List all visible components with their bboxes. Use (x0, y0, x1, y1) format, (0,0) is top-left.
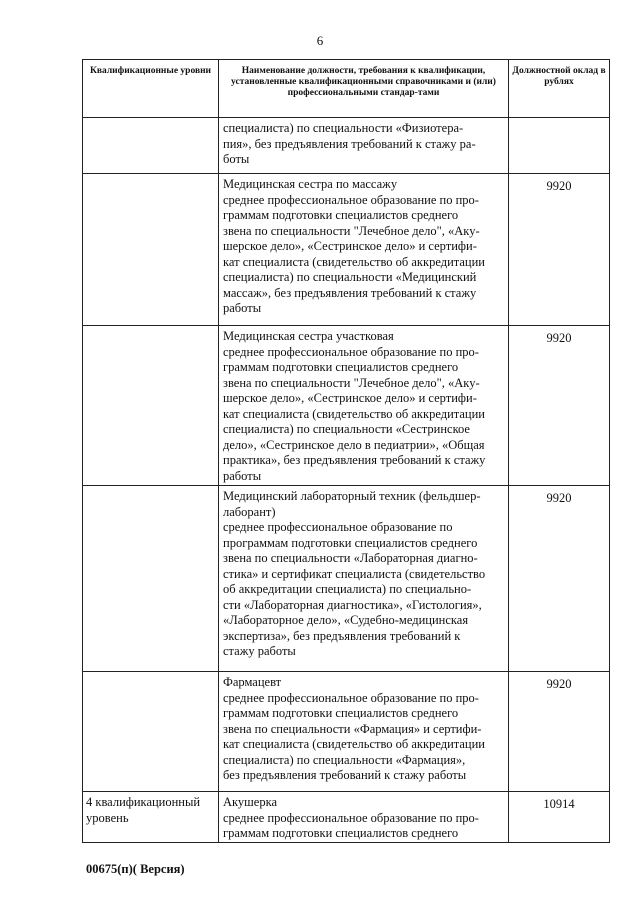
page-number: 6 (316, 33, 324, 48)
requirement-line: практика», без предъявления требований к стажу (223, 453, 486, 467)
requirement-line: без предъявления требований к стажу работы (223, 768, 467, 782)
requirement-line: дело», «Сестринское дело в педиатрии», «Общая (223, 437, 485, 452)
requirement-line: стажу работы (223, 644, 296, 658)
requirement-line: граммам подготовки специалистов среднего (223, 208, 459, 222)
requirement-line: кат специалиста (свидетельство об аккредитации (223, 737, 485, 751)
requirement-line: пия», без предъявления требований к стажу ра- (223, 136, 476, 151)
salary-cell (509, 174, 610, 326)
salary-cell (509, 326, 610, 486)
requirement-line: среднее профессиональное образование по про- (223, 192, 479, 207)
table-row (83, 672, 610, 792)
position-requirements-cell (219, 326, 509, 486)
requirement-line: кат специалиста (свидетельство об аккредитации (223, 254, 485, 269)
position-requirements-text (219, 118, 508, 168)
position-requirements-cell (219, 672, 509, 792)
requirement-line: Медицинский лабораторный техник (фельдшер- (223, 489, 481, 503)
salary-value: 9920 (546, 491, 572, 505)
qualification-level-text (83, 672, 218, 675)
salary-value: 9920 (546, 331, 572, 345)
requirement-line: среднее профессиональное образование по про- (223, 344, 479, 359)
header-salary: Должностной оклад в рублях (509, 60, 610, 118)
requirement-line: шерское дело», «Сестринское дело» и сертифи- (223, 391, 477, 405)
position-requirements-text (219, 174, 508, 317)
requirement-line: среднее профессиональное образование по про- (223, 690, 479, 705)
requirement-line: граммам подготовки специалистов среднего (223, 706, 459, 720)
salary-value: 9920 (546, 677, 572, 691)
requirement-line: лаборант) (223, 504, 276, 519)
qualification-level-cell (83, 118, 219, 174)
header-qualification-levels: Квалификационные уровни (83, 60, 219, 118)
salary-value: 9920 (546, 179, 572, 193)
requirement-line: Фармацевт (223, 675, 282, 689)
table-row (83, 486, 610, 672)
salary-cell (509, 792, 610, 843)
salary-value: 10914 (543, 797, 575, 811)
table-row (83, 792, 610, 843)
requirement-line: звена по специальности «Лабораторная диагно- (223, 551, 478, 565)
requirement-line: Акушерка (223, 795, 278, 809)
qualification-level-cell (83, 174, 219, 326)
qualification-table (82, 59, 610, 843)
position-requirements-cell (219, 174, 509, 326)
qualification-level-text (83, 118, 218, 121)
requirement-line: звена по специальности «Фармация» и сертифи- (223, 721, 482, 736)
requirement-line: специалиста) по специальности «Медицинский (223, 270, 477, 284)
requirement-line: звена по специальности "Лечебное дело", «Аку- (223, 375, 480, 390)
requirement-line: программам подготовки специалистов среднего (223, 535, 478, 550)
requirement-line: специалиста) по специальности «Фармация», (223, 752, 466, 767)
requirement-line: специалиста) по специальности «Физиотера- (223, 121, 464, 135)
position-requirements-cell (219, 118, 509, 174)
qualification-level-text (83, 174, 218, 177)
salary-cell (509, 672, 610, 792)
requirement-line: боты (223, 152, 250, 166)
table-row (83, 118, 610, 174)
position-requirements-cell (219, 792, 509, 843)
salary-value (509, 118, 609, 123)
qualification-level-text (83, 486, 218, 489)
requirement-line: звена по специальности "Лечебное дело", «Аку- (223, 223, 480, 238)
position-requirements-text (219, 672, 508, 784)
requirement-line: сти «Лабораторная диагностика», «Гистология», (223, 597, 482, 612)
requirement-line: Медицинская сестра по массажу (223, 177, 398, 191)
requirement-line: экспертиза», без предъявления требований к (223, 628, 461, 643)
qualification-level-text: 4 квалификационный уровень (86, 795, 201, 825)
requirement-line: об аккредитации специалиста) по специально- (223, 582, 472, 596)
requirement-line: шерское дело», «Сестринское дело» и сертифи- (223, 239, 477, 253)
position-requirements-text (219, 792, 508, 842)
requirement-line: кат специалиста (свидетельство об аккредитации (223, 406, 485, 421)
qualification-level-cell (83, 486, 219, 672)
requirement-line: «Лабораторное дело», «Судебно-медицинская (223, 613, 469, 627)
qualification-level-cell (83, 792, 219, 843)
requirement-line: массаж», без предъявления требований к стажу (223, 285, 477, 300)
requirement-line: специалиста) по специальности «Сестринское (223, 422, 470, 436)
position-requirements-text (219, 486, 508, 660)
requirement-line: стика» и сертификат специалиста (свидетельство (223, 566, 486, 581)
table-body (83, 118, 610, 843)
document-footer-code: 00675(п)( Версия) (86, 862, 185, 876)
qualification-level-text (83, 326, 218, 329)
salary-cell (509, 486, 610, 672)
qualification-level-cell (83, 326, 219, 486)
requirement-line: Медицинская сестра участковая (223, 329, 394, 343)
table-row (83, 174, 610, 326)
table-row (83, 326, 610, 486)
requirement-line: граммам подготовки специалистов среднего (223, 826, 459, 840)
table-header-row (83, 60, 610, 118)
position-requirements-cell (219, 486, 509, 672)
requirement-line: среднее профессиональное образование по про- (223, 810, 479, 825)
requirement-line: работы (223, 301, 262, 315)
header-position-requirements: Наименование должности, требования к квалификации, установленные квалификационными справочниками и (или) профессиональными стандар-тами (219, 60, 509, 118)
requirement-line: среднее профессиональное образование по (223, 520, 453, 534)
qualification-level-cell (83, 672, 219, 792)
requirement-line: граммам подготовки специалистов среднего (223, 360, 459, 374)
requirement-line: работы (223, 468, 262, 483)
position-requirements-text (219, 326, 508, 484)
salary-cell (509, 118, 610, 174)
